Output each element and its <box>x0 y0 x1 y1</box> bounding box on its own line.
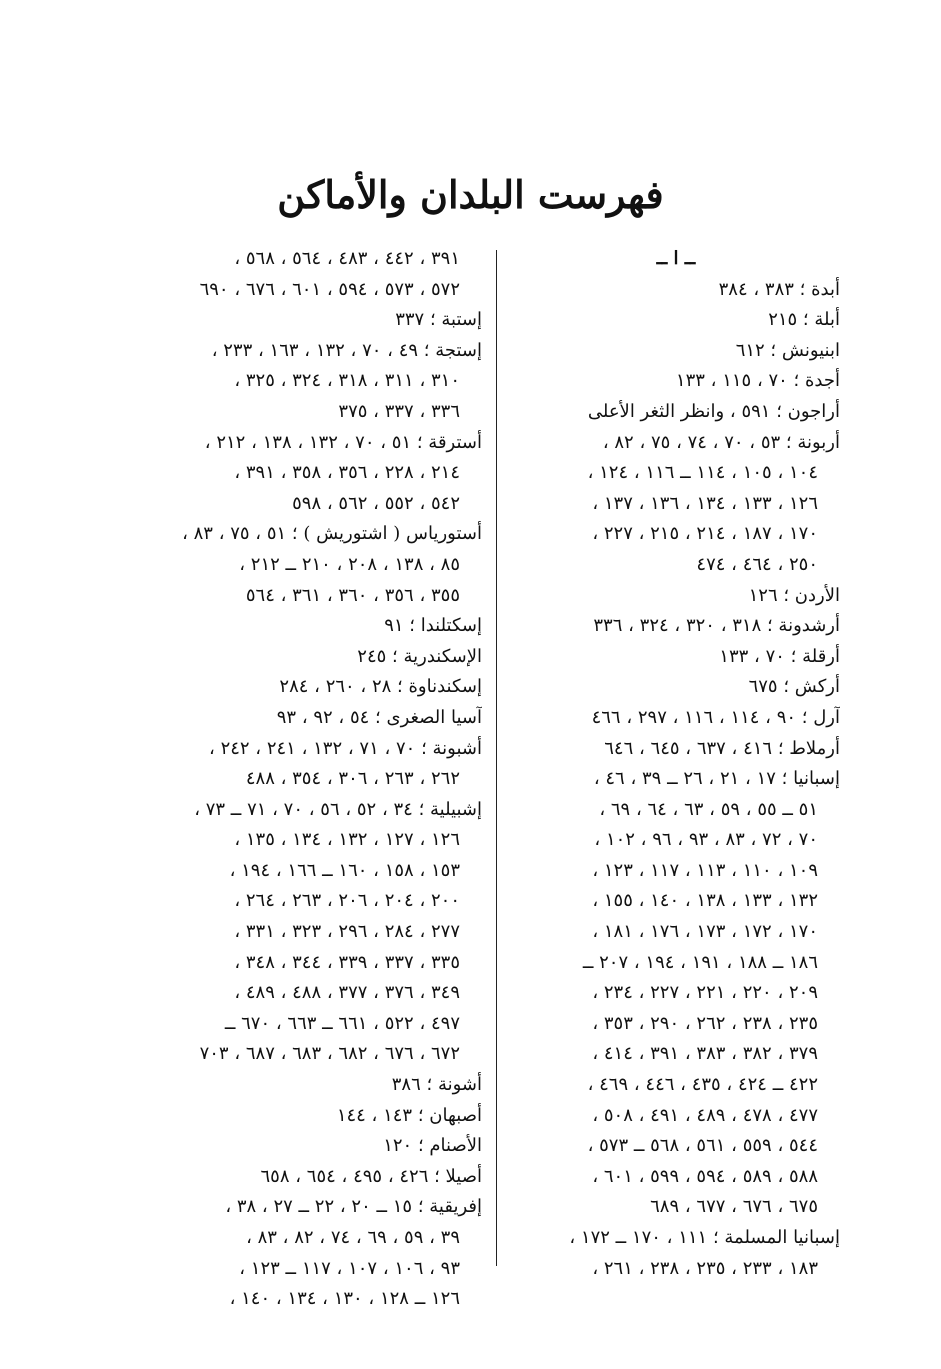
index-continuation-line: ٥١ ــ ٥٥ ، ٥٩ ، ٦٣ ، ٦٤ ، ٦٩ ، <box>599 798 818 820</box>
index-continuation-line: ٢٦٢ ، ٢٦٣ ، ٣٠٦ ، ٣٥٤ ، ٤٨٨ <box>245 768 460 790</box>
index-entry: الإسكندرية ؛ ٢٤٥ <box>357 645 482 667</box>
index-entry: أراجون ؛ ٥٩١ ، وانظر الثغر الأعلى <box>587 400 840 422</box>
index-column-left <box>152 244 482 1315</box>
index-continuation-line: ٢٠٩ ، ٢٢٠ ، ٢٢١ ، ٢٢٧ ، ٢٣٤ ، <box>592 982 818 1004</box>
index-continuation-line: ٣٥٥ ، ٣٥٦ ، ٣٦٠ ، ٣٦١ ، ٥٦٤ <box>245 584 460 606</box>
index-entry: إسبانيا المسلمة ؛ ١١١ ، ١٧٠ ــ ١٧٢ ، <box>569 1227 840 1248</box>
index-entry: الأصنام ؛ ١٢٠ <box>383 1135 482 1157</box>
index-continuation-line: ١٠٩ ، ١١٠ ، ١١٣ ، ١١٧ ، ١٢٣ ، <box>592 859 818 881</box>
index-continuation-line: ٢٧٧ ، ٢٨٤ ، ٢٩٦ ، ٣٢٣ ، ٣٣١ ، <box>234 921 460 943</box>
index-continuation-line: ١٧٠ ، ١٨٧ ، ٢١٤ ، ٢١٥ ، ٢٢٧ ، <box>592 523 818 545</box>
index-continuation-line: ٥٨٨ ، ٥٨٩ ، ٥٩٤ ، ٥٩٩ ، ٦٠١ ، <box>592 1165 818 1187</box>
column-divider <box>496 250 497 1266</box>
index-continuation-line: ١٢٦ ، ١٢٧ ، ١٣٢ ، ١٣٤ ، ١٣٥ ، <box>234 829 460 851</box>
index-continuation-line: ٦٧٥ ، ٦٧٦ ، ٦٧٧ ، ٦٨٩ <box>650 1196 818 1218</box>
index-entry: إسكندناوة ؛ ٢٨ ، ٢٦٠ ، ٢٨٤ <box>279 676 482 698</box>
index-continuation-line: ١٨٦ ــ ١٨٨ ، ١٩١ ، ١٩٤ ، ٢٠٧ ــ <box>582 951 818 973</box>
index-entry: أصبهان ؛ ١٤٣ ، ١٤٤ <box>336 1104 482 1126</box>
index-continuation-line: ٣٣٦ ، ٣٣٧ ، ٣٧٥ <box>338 400 460 422</box>
index-entry: أرقلة ؛ ٧٠ ، ١٣٣ <box>719 645 840 667</box>
page-title: فهرست البلدان والأماكن <box>277 172 664 217</box>
index-continuation-line: ٣١٠ ، ٣١١ ، ٣١٨ ، ٣٢٤ ، ٣٢٥ ، <box>234 370 460 392</box>
index-continuation-line: ٣٩ ، ٥٩ ، ٦٩ ، ٧٤ ، ٨٢ ، ٨٣ ، <box>246 1227 460 1248</box>
index-entry: أستورياس ( اشتوريش ) ؛ ٥١ ، ٧٥ ، ٨٣ ، <box>182 523 482 545</box>
index-entry: ابنيونش ؛ ٦١٢ <box>735 339 840 361</box>
index-entry: إسبانيا ؛ ١٧ ، ٢١ ، ٢٦ ــ ٣٩ ، ٤٦ ، <box>593 768 840 790</box>
index-continuation-line: ٢٣٥ ، ٢٣٨ ، ٢٦٢ ، ٢٩٠ ، ٣٥٣ ، <box>592 1012 818 1034</box>
index-continuation-line: ٢٥٠ ، ٤٦٤ ، ٤٧٤ <box>696 553 818 575</box>
index-continuation-line: ٨٥ ، ١٣٨ ، ٢٠٨ ، ٢١٠ ــ ٢١٢ ، <box>239 553 460 575</box>
index-entry: أسترقة ؛ ٥١ ، ٧٠ ، ١٣٢ ، ١٣٨ ، ٢١٢ ، <box>204 431 482 453</box>
index-continuation-line: ٣٧٩ ، ٣٨٢ ، ٣٨٣ ، ٣٩١ ، ٤١٤ ، <box>592 1043 818 1065</box>
index-entry: أشونة ؛ ٣٨٦ <box>391 1074 482 1096</box>
index-entry: إشبيلية ؛ ٣٤ ، ٥٢ ، ٥٦ ، ٧٠ ، ٧١ ــ ٧٣ ، <box>194 798 482 820</box>
index-continuation-line: ١٥٣ ، ١٥٨ ، ١٦٠ ــ ١٦٦ ، ١٩٤ ، <box>229 859 460 881</box>
index-entry: أجدة ؛ ٧٠ ، ١١٥ ، ١٣٣ <box>675 370 840 392</box>
index-entry: الأردن ؛ ١٢٦ <box>748 584 840 606</box>
index-entry: أرملاط ؛ ٤١٦ ، ٦٣٧ ، ٦٤٥ ، ٦٤٦ <box>604 737 840 759</box>
index-continuation-line: ٥٧٢ ، ٥٧٣ ، ٥٩٤ ، ٦٠١ ، ٦٧٦ ، ٦٩٠ <box>199 278 460 300</box>
index-entry: أبلة ؛ ٢١٥ <box>768 309 840 331</box>
index-entry: أركش ؛ ٦٧٥ <box>748 676 840 698</box>
index-continuation-line: ٤٢٢ ــ ٤٢٤ ، ٤٣٥ ، ٤٤٦ ، ٤٦٩ ، <box>587 1074 818 1096</box>
index-continuation-line: ٥٤٤ ، ٥٥٩ ، ٥٦١ ، ٥٦٨ ــ ٥٧٣ ، <box>587 1135 818 1157</box>
index-entry: آرل ؛ ٩٠ ، ١١٤ ، ١١٦ ، ٢٩٧ ، ٤٦٦ <box>591 706 840 728</box>
index-entry: أشبونة ؛ ٧٠ ، ٧١ ، ١٣٢ ، ٢٤١ ، ٢٤٢ ، <box>209 737 482 759</box>
letter-heading: ــ ا ــ <box>656 248 696 269</box>
index-continuation-line: ١٧٠ ، ١٧٢ ، ١٧٣ ، ١٧٦ ، ١٨١ ، <box>592 921 818 943</box>
index-continuation-line: ٢٠٠ ، ٢٠٤ ، ٢٠٦ ، ٢٦٣ ، ٢٦٤ ، <box>234 890 460 912</box>
index-continuation-line: ٦٧٢ ، ٦٧٦ ، ٦٨٢ ، ٦٨٣ ، ٦٨٧ ، ٧٠٣ <box>199 1043 460 1065</box>
index-continuation-line: ١٣٢ ، ١٣٣ ، ١٣٨ ، ١٤٠ ، ١٥٥ ، <box>592 890 818 912</box>
index-continuation-line: ٢١٤ ، ٢٢٨ ، ٣٥٦ ، ٣٥٨ ، ٣٩١ ، <box>234 462 460 484</box>
index-continuation-line: ٩٣ ، ١٠٦ ، ١٠٧ ، ١١٧ ــ ١٢٣ ، <box>239 1257 460 1279</box>
index-continuation-line: ٣٣٥ ، ٣٣٧ ، ٣٣٩ ، ٣٤٤ ، ٣٤٨ ، <box>234 951 460 973</box>
index-entry: أربونة ؛ ٥٣ ، ٧٠ ، ٧٤ ، ٧٥ ، ٨٢ ، <box>602 431 840 453</box>
index-continuation-line: ٤٩٧ ، ٥٢٢ ، ٦٦١ ــ ٦٦٣ ، ٦٧٠ ــ <box>224 1012 460 1034</box>
index-entry: إستبة ؛ ٣٣٧ <box>395 309 482 331</box>
index-continuation-line: ١٨٣ ، ٢٣٣ ، ٢٣٥ ، ٢٣٨ ، ٢٦١ ، <box>592 1257 818 1279</box>
index-entry: أصيلا ؛ ٤٢٦ ، ٤٩٥ ، ٦٥٤ ، ٦٥٨ <box>260 1165 482 1187</box>
index-continuation-line: ٤٧٧ ، ٤٧٨ ، ٤٨٩ ، ٤٩١ ، ٥٠٨ ، <box>592 1104 818 1126</box>
index-continuation-line: ٧٠ ، ٧٢ ، ٨٣ ، ٩٣ ، ٩٦ ، ١٠٢ ، <box>594 829 818 851</box>
index-entry: أبدة ؛ ٣٨٣ ، ٣٨٤ <box>718 278 840 300</box>
index-continuation-line: ٥٤٢ ، ٥٥٢ ، ٥٦٢ ، ٥٩٨ <box>292 492 460 514</box>
index-entry: إسكتلندا ؛ ٩١ <box>384 615 482 637</box>
index-entry: أرشدونة ؛ ٣١٨ ، ٣٢٠ ، ٣٢٤ ، ٣٣٦ <box>593 615 840 637</box>
index-continuation-line: ٣٩١ ، ٤٤٢ ، ٤٨٣ ، ٥٦٤ ، ٥٦٨ ، <box>234 248 460 269</box>
index-continuation-line: ٣٤٩ ، ٣٧٦ ، ٣٧٧ ، ٤٨٨ ، ٤٨٩ ، <box>234 982 460 1004</box>
index-entry: إستجة ؛ ٤٩ ، ٧٠ ، ١٣٢ ، ١٦٣ ، ٢٣٣ ، <box>211 339 482 361</box>
index-continuation-line: ١٠٤ ، ١٠٥ ، ١١٤ ــ ١١٦ ، ١٢٤ ، <box>587 462 818 484</box>
index-entry: آسيا الصغرى ؛ ٥٤ ، ٩٢ ، ٩٣ <box>276 706 482 728</box>
index-column-right <box>512 244 840 1284</box>
index-continuation-line: ١٢٦ ، ١٣٣ ، ١٣٤ ، ١٣٦ ، ١٣٧ ، <box>592 492 818 514</box>
index-entry: إفريقية ؛ ١٥ ــ ٢٠ ، ٢٢ ــ ٢٧ ، ٣٨ ، <box>225 1196 482 1218</box>
index-continuation-line: ١٢٦ ــ ١٢٨ ، ١٣٠ ، ١٣٤ ، ١٤٠ ، <box>229 1288 460 1310</box>
